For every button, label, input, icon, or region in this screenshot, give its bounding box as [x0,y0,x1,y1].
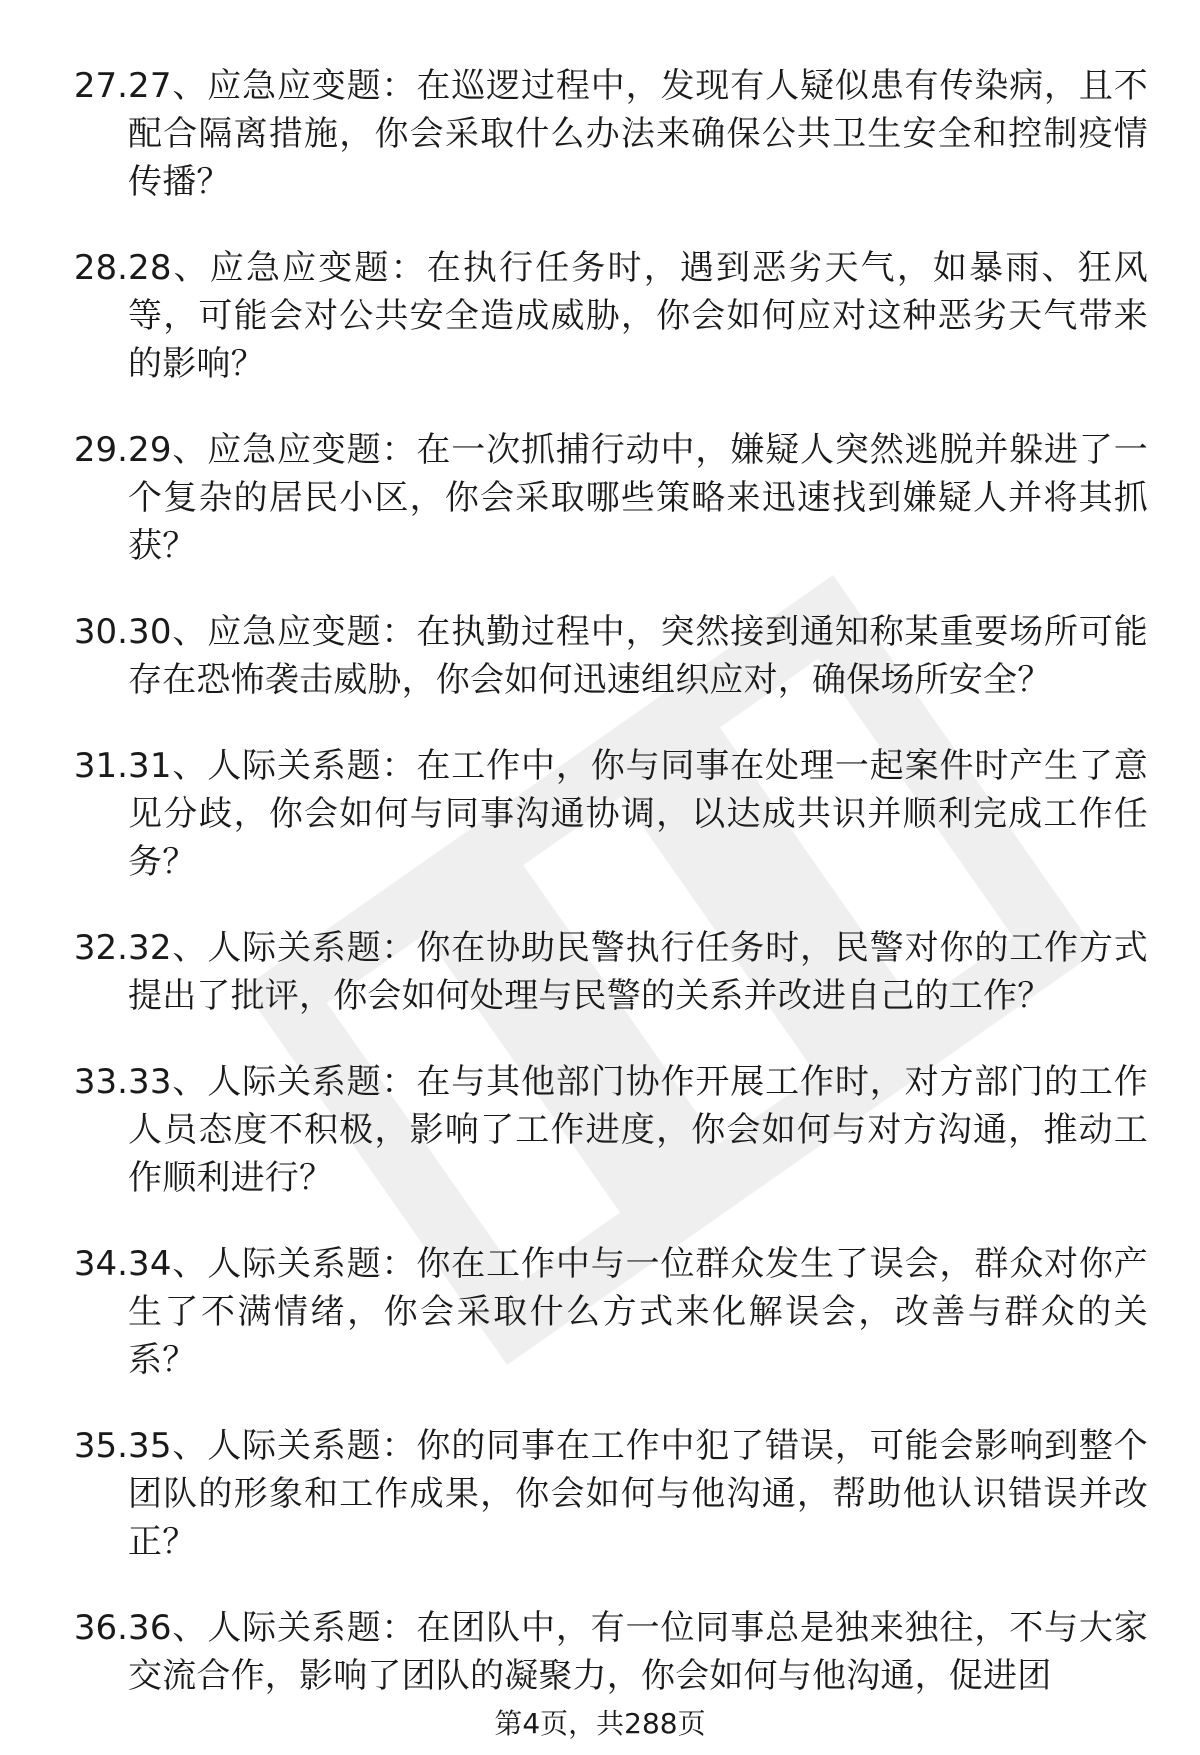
question-text: 34、人际关系题：你在工作中与一位群众发生了误会，群众对你产生了不满情绪，你会采取什么方式来化解误会，改善与群众的关系？ [128,1244,1148,1380]
question-number: 34. [73,1244,128,1284]
question-number: 29. [73,430,128,470]
question-number: 28. [73,248,128,288]
page-footer: 第4页，共288页 [494,1707,706,1740]
question-number: 30. [73,612,128,652]
question-item-28 [0,244,1200,388]
question-list [0,62,1200,1738]
question-number: 33. [73,1062,128,1102]
question-text: 29、应急应变题：在一次抓捕行动中，嫌疑人突然逃脱并躲进了一个复杂的居民小区，你会采取哪些策略来迅速找到嫌疑人并将其抓获？ [128,430,1148,566]
question-text: 35、人际关系题：你的同事在工作中犯了错误，可能会影响到整个团队的形象和工作成果，你会如何与他沟通，帮助他认识错误并改正？ [128,1426,1148,1562]
question-item-31 [0,742,1200,886]
question-text: 36、人际关系题：在团队中，有一位同事总是独来独往，不与大家交流合作，影响了团队的凝聚力，你会如何与他沟通，促进团 [128,1608,1148,1696]
question-text: 28、应急应变题：在执行任务时，遇到恶劣天气，如暴雨、狂风等，可能会对公共安全造成威胁，你会如何应对这种恶劣天气带来的影响？ [128,248,1148,384]
question-text: 32、人际关系题：你在协助民警执行任务时，民警对你的工作方式提出了批评，你会如何处理与民警的关系并改进自己的工作？ [128,928,1148,1016]
question-number: 32. [73,928,128,968]
question-text: 33、人际关系题：在与其他部门协作开展工作时，对方部门的工作人员态度不积极，影响了工作进度，你会如何与对方沟通，推动工作顺利进行？ [128,1062,1148,1198]
question-item-29 [0,426,1200,570]
question-item-34 [0,1240,1200,1384]
question-number: 27. [73,66,128,106]
question-item-36 [0,1604,1200,1700]
question-item-30 [0,608,1200,704]
question-number: 31. [73,746,128,786]
question-number: 35. [73,1426,128,1466]
question-item-32 [0,924,1200,1020]
question-item-35 [0,1422,1200,1566]
question-text: 30、应急应变题：在执勤过程中，突然接到通知称某重要场所可能存在恐怖袭击威胁，你会如何迅速组织应对，确保场所安全？ [128,612,1148,700]
question-item-33 [0,1058,1200,1202]
question-text: 31、人际关系题：在工作中，你与同事在处理一起案件时产生了意见分歧，你会如何与同事沟通协调，以达成共识并顺利完成工作任务？ [128,746,1148,882]
question-text: 27、应急应变题：在巡逻过程中，发现有人疑似患有传染病，且不配合隔离措施，你会采取什么办法来确保公共卫生安全和控制疫情传播？ [128,66,1148,202]
question-number: 36. [73,1608,128,1648]
question-item-27 [0,62,1200,206]
